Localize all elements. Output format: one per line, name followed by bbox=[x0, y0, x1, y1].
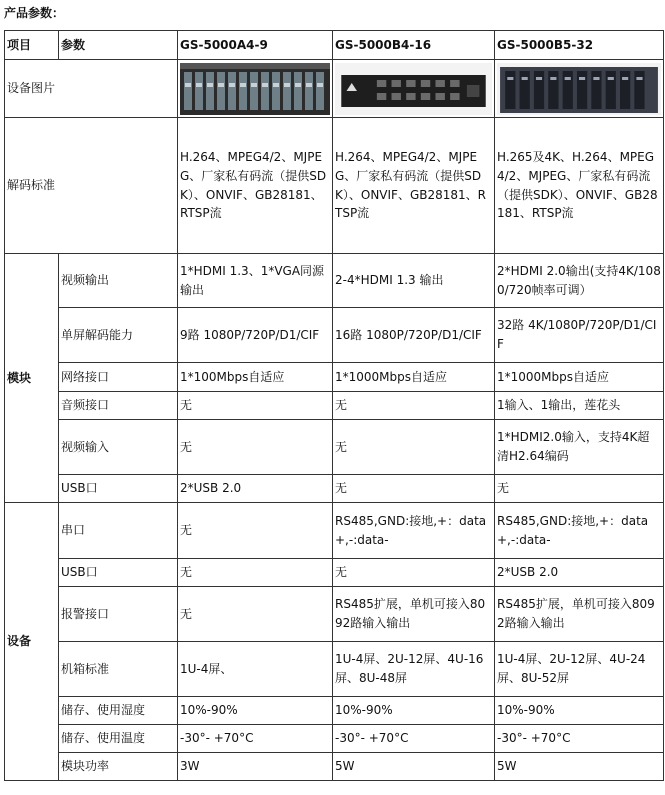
value-cell-a: 3W bbox=[178, 753, 333, 781]
value-cell-b: 无 bbox=[333, 559, 495, 587]
photo-label: 设备图片 bbox=[5, 60, 178, 118]
value-cell-a: 无 bbox=[178, 392, 333, 420]
value-cell-b: 1*1000Mbps自适应 bbox=[333, 363, 495, 392]
param-cell: 串口 bbox=[59, 503, 178, 559]
table-header-row bbox=[5, 31, 664, 60]
header-model-b: GS-5000B4-16 bbox=[333, 31, 495, 60]
value-cell-c: 10%-90% bbox=[495, 697, 664, 725]
value-cell-a: 无 bbox=[178, 559, 333, 587]
param-cell: 储存、使用湿度 bbox=[59, 697, 178, 725]
param-cell: USB口 bbox=[59, 559, 178, 587]
value-cell-c: 2*USB 2.0 bbox=[495, 559, 664, 587]
value-cell-c: RS485扩展，单机可接入8092路输入输出 bbox=[495, 587, 664, 642]
value-cell-a: 1U-4屏、 bbox=[178, 642, 333, 697]
table-row bbox=[5, 587, 664, 642]
param-cell: 视频输出 bbox=[59, 254, 178, 308]
value-cell-c: 5W bbox=[495, 753, 664, 781]
param-cell: 模块功率 bbox=[59, 753, 178, 781]
value-cell-b: 无 bbox=[333, 392, 495, 420]
param-cell: 报警接口 bbox=[59, 587, 178, 642]
param-cell: USB口 bbox=[59, 475, 178, 503]
decode-b: H.264、MPEG4/2、MJPEG、厂家私有码流（提供SDK）、ONVIF、GB28181、RTSP流 bbox=[333, 118, 495, 254]
table-row-decode bbox=[5, 118, 664, 254]
group-label-module: 模块 bbox=[5, 254, 59, 503]
value-cell-a: 1*100Mbps自适应 bbox=[178, 363, 333, 392]
table-row-photo bbox=[5, 60, 664, 118]
value-cell-a: 无 bbox=[178, 587, 333, 642]
decode-label: 解码标准 bbox=[5, 118, 178, 254]
section-heading: 产品参数： bbox=[4, 6, 65, 20]
device-photo-c bbox=[497, 63, 661, 115]
param-cell: 视频输入 bbox=[59, 420, 178, 475]
table-row bbox=[5, 475, 664, 503]
table-row bbox=[5, 559, 664, 587]
value-cell-b: 无 bbox=[333, 475, 495, 503]
param-cell: 音频接口 bbox=[59, 392, 178, 420]
value-cell-b: 1U-4屏、2U-12屏、4U-16屏、8U-48屏 bbox=[333, 642, 495, 697]
param-cell: 单屏解码能力 bbox=[59, 308, 178, 363]
table-row bbox=[5, 753, 664, 781]
value-cell-c: 2*HDMI 2.0输出(支持4K/1080/720帧率可调） bbox=[495, 254, 664, 308]
value-cell-c: 1U-4屏、2U-12屏、4U-24屏、8U-52屏 bbox=[495, 642, 664, 697]
header-model-a: GS-5000A4-9 bbox=[178, 31, 333, 60]
table-row bbox=[5, 392, 664, 420]
photo-cell-b bbox=[333, 60, 495, 118]
value-cell-b: -30°- +70°C bbox=[333, 725, 495, 753]
photo-cell-c bbox=[495, 60, 664, 118]
value-cell-b: RS485扩展，单机可接入8092路输入输出 bbox=[333, 587, 495, 642]
spec-table bbox=[4, 30, 664, 781]
device-photo-a bbox=[180, 63, 330, 115]
value-cell-c: 无 bbox=[495, 475, 664, 503]
param-cell: 机箱标准 bbox=[59, 642, 178, 697]
value-cell-c: 1*HDMI2.0输入，支持4K超清H2.64编码 bbox=[495, 420, 664, 475]
table-row bbox=[5, 254, 664, 308]
value-cell-a: -30°- +70°C bbox=[178, 725, 333, 753]
value-cell-c: 32路 4K/1080P/720P/D1/CIF bbox=[495, 308, 664, 363]
device-photo-b bbox=[335, 63, 492, 115]
value-cell-a: 2*USB 2.0 bbox=[178, 475, 333, 503]
param-cell: 储存、使用温度 bbox=[59, 725, 178, 753]
value-cell-a: 1*HDMI 1.3、1*VGA同源输出 bbox=[178, 254, 333, 308]
param-cell: 网络接口 bbox=[59, 363, 178, 392]
header-param: 参数 bbox=[59, 31, 178, 60]
decode-c: H.265及4K、H.264、MPEG4/2、MJPEG、厂家私有码流（提供SDK）、ONVIF、GB28181、RTSP流 bbox=[495, 118, 664, 254]
header-model-c: GS-5000B5-32 bbox=[495, 31, 664, 60]
value-cell-a: 无 bbox=[178, 503, 333, 559]
header-item: 项目 bbox=[5, 31, 59, 60]
value-cell-c: 1*1000Mbps自适应 bbox=[495, 363, 664, 392]
table-row bbox=[5, 363, 664, 392]
value-cell-b: RS485,GND:接地,+：data+,-:data- bbox=[333, 503, 495, 559]
table-row bbox=[5, 503, 664, 559]
value-cell-a: 10%-90% bbox=[178, 697, 333, 725]
value-cell-c: -30°- +70°C bbox=[495, 725, 664, 753]
decode-a: H.264、MPEG4/2、MJPEG、厂家私有码流（提供SDK）、ONVIF、GB28181、RTSP流 bbox=[178, 118, 333, 254]
value-cell-b: 无 bbox=[333, 420, 495, 475]
value-cell-b: 5W bbox=[333, 753, 495, 781]
value-cell-a: 无 bbox=[178, 420, 333, 475]
table-row bbox=[5, 725, 664, 753]
table-row bbox=[5, 697, 664, 725]
value-cell-b: 10%-90% bbox=[333, 697, 495, 725]
table-row bbox=[5, 308, 664, 363]
group-label-device: 设备 bbox=[5, 503, 59, 781]
value-cell-b: 2-4*HDMI 1.3 输出 bbox=[333, 254, 495, 308]
value-cell-b: 16路 1080P/720P/D1/CIF bbox=[333, 308, 495, 363]
value-cell-c: RS485,GND:接地,+：data+,-:data- bbox=[495, 503, 664, 559]
value-cell-c: 1输入、1输出，莲花头 bbox=[495, 392, 664, 420]
table-row bbox=[5, 420, 664, 475]
value-cell-a: 9路 1080P/720P/D1/CIF bbox=[178, 308, 333, 363]
photo-cell-a bbox=[178, 60, 333, 118]
table-row bbox=[5, 642, 664, 697]
